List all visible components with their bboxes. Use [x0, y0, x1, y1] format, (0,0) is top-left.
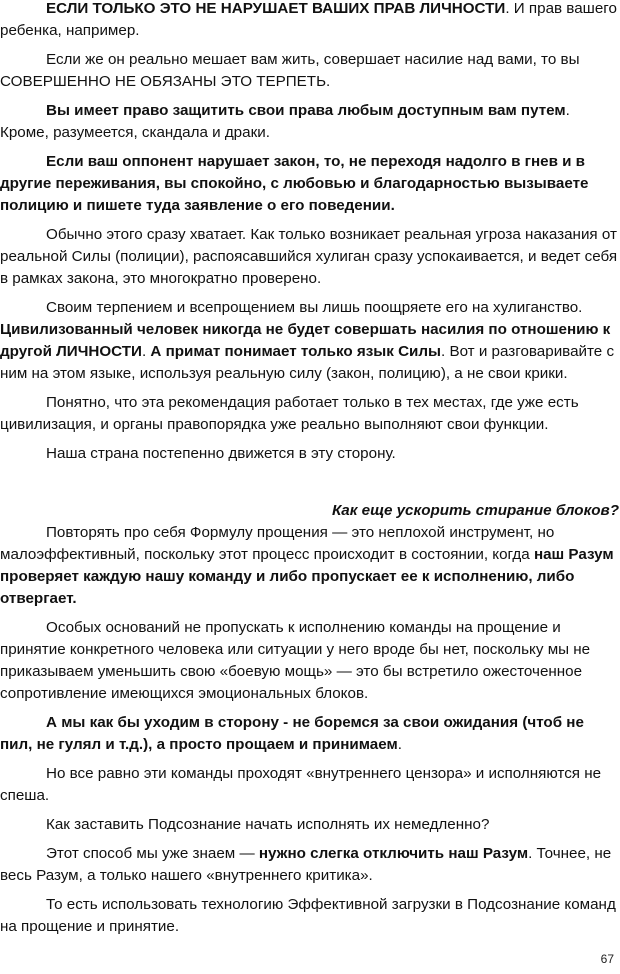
text: Повторять про себя Формулу прощения — это неплохой инструмент, но малоэффективный, поскольку этот процесс происходит в состоянии, когда: [0, 524, 555, 563]
text: Но все равно эти команды проходят «внутреннего цензора» и исполняются не спеша.: [0, 765, 602, 804]
bold-text: ЕСЛИ ТОЛЬКО ЭТО НЕ НАРУШАЕТ ВАШИХ ПРАВ ЛИЧНОСТИ: [46, 0, 506, 17]
text: .: [397, 736, 402, 753]
paragraph-12: [0, 763, 620, 807]
paragraph-13: [0, 814, 620, 836]
text: . И прав вашего ребенка, например.: [0, 0, 617, 39]
paragraph-7: [0, 392, 620, 436]
text: Этот способ мы уже знаем —: [46, 845, 259, 862]
text: То есть использовать технологию Эффективной загрузки в Подсознание команд на прощение и принятие.: [0, 896, 616, 935]
text: Обычно этого сразу хватает. Как только возникает реальная угроза наказания от реальной Силы (полиции), распоясавшийся хулиган сразу успокаивается, и ведет себя в рамках закона, это многократно проверено.: [0, 226, 618, 287]
paragraph-14: [0, 843, 620, 887]
paragraph-2: [0, 49, 620, 93]
text: Как заставить Подсознание начать исполнять их немедленно?: [46, 816, 490, 833]
bold-text: Цивилизованный человек никогда не будет совершать насилия по отношению к другой ЛИЧНОСТИ: [0, 321, 611, 360]
bold-text: Вы имеет право защитить свои права любым доступным вам путем: [46, 102, 566, 119]
section-heading: Как еще ускорить стирание блоков?: [331, 502, 619, 519]
page-number: 67: [600, 952, 614, 966]
bold-text: А мы как бы уходим в сторону - не боремся за свои ожидания (чтоб не пил, не гулял и т.д.), а просто прощаем и принимаем: [0, 714, 584, 753]
bold-text: Если ваш оппонент нарушает закон, то, не переходя надолго в гнев и в другие переживания, вы спокойно, с любовью и благодарностью вызываете полицию и пишете туда заявление о его поведении.: [0, 153, 589, 214]
paragraph-15: [0, 894, 620, 938]
bold-text: А примат понимает только язык Силы: [150, 343, 441, 360]
paragraph-4: [0, 151, 620, 217]
paragraph-9: [0, 522, 620, 610]
text: Понятно, что эта рекомендация работает только в тех местах, где уже есть цивилизация, и органы правопорядка уже реально выполняют свои функции.: [0, 394, 579, 433]
text: Наша страна постепенно движется в эту сторону.: [46, 445, 396, 462]
paragraph-1: [0, 0, 620, 42]
paragraph-5: [0, 224, 620, 290]
text: Своим терпением и всепрощением вы лишь поощряете его на хулиганство.: [46, 299, 583, 316]
paragraph-11: [0, 712, 620, 756]
paragraph-10: [0, 617, 620, 705]
text: Особых оснований не пропускать к исполнению команды на прощение и принятие конкретного человека или ситуации у него вроде бы нет, поскольку мы не приказываем уменьшить свою «боевую мощь» — это бы встретило ожесточенное сопротивление имеющихся эмоциональных блоков.: [0, 619, 591, 702]
paragraph-8: [0, 443, 620, 465]
paragraph-3: [0, 100, 620, 144]
bold-text: наш Разум проверяет каждую нашу команду и либо пропускает ее к исполнению, либо отвергает.: [0, 546, 614, 607]
text: Если же он реально мешает вам жить, совершает насилие над вами, то вы СОВЕРШЕННО НЕ ОБЯЗАНЫ ЭТО ТЕРПЕТЬ.: [0, 51, 580, 90]
bold-text: нужно слегка отключить наш Разум: [258, 845, 529, 862]
text: . Вот и разговаривайте с ним на этом языке, используя реальную силу (закон, полицию), а не свои крики.: [0, 343, 615, 382]
paragraph-6: [0, 297, 620, 385]
text: .: [141, 343, 151, 360]
text: . Точнее, не весь Разум, а только нашего «внутреннего критика».: [0, 845, 612, 884]
text: . Кроме, разумеется, скандала и драки.: [0, 102, 570, 141]
